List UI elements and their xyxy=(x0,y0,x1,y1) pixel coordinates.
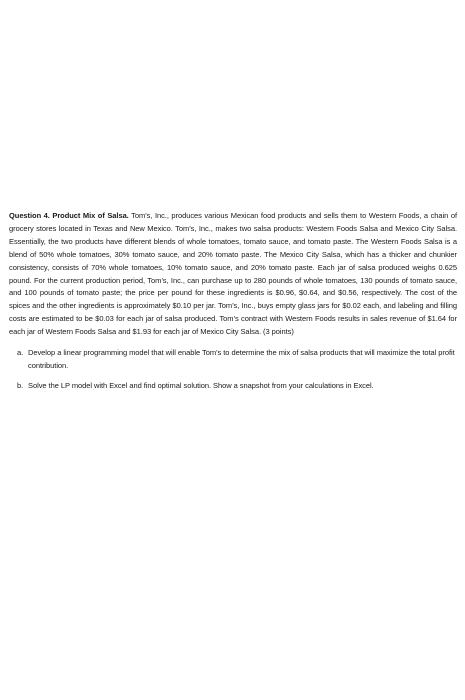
part-text: Solve the LP model with Excel and find optimal solution. Show a snapshot from your calculations in Excel. xyxy=(28,380,374,390)
question-part-a xyxy=(9,347,457,373)
question-body: Tom’s, Inc., produces various Mexican food products and sells them to Western Foods, a chain of grocery stores located in Texas and New Mexico. Tom’s, Inc., makes two salsa products: Western Foods Salsa and Mexico City Salsa. Essentially, the two products have different blends of whole tomatoes, tomato sauce, and tomato paste. The Western Foods Salsa is a blend of 50% whole tomatoes, 30% tomato sauce, and 20% tomato paste. The Mexico City Salsa, which has a thicker and chunkier consistency, consists of 70% whole tomatoes, 10% tomato sauce, and 20% tomato paste. Each jar of salsa produced weighs 0.625 pound. For the current production period, Tom’s, Inc., can purchase up to 280 pounds of whole tomatoes, 130 pounds of tomato sauce, and 100 pounds of tomato paste; the price per pound for these ingredients is $0.96, $0.64, and $0.56, respectively. The cost of the spices and the other ingredients is approximately $0.10 per jar. Tom’s, Inc., buys empty glass jars for $0.02 each, and labeling and filling costs are estimated to be $0.03 for each jar of salsa produced. Tom’s contract with Western Foods results in sales revenue of $1.64 for each jar of Western Foods Salsa and $1.93 for each jar of Mexico City Salsa. (3 points) xyxy=(9,211,457,337)
question-part-b xyxy=(9,380,457,393)
part-marker: a. xyxy=(17,348,24,358)
part-marker: b. xyxy=(17,380,24,390)
question-heading: Question 4. Product Mix of Salsa. xyxy=(9,211,129,220)
question-parts-list xyxy=(9,347,457,393)
question-block xyxy=(9,210,457,400)
question-paragraph xyxy=(9,210,457,339)
part-text: Develop a linear programming model that will enable Tom’s to determine the mix of salsa products that will maximize the total profit contribution. xyxy=(28,348,455,370)
